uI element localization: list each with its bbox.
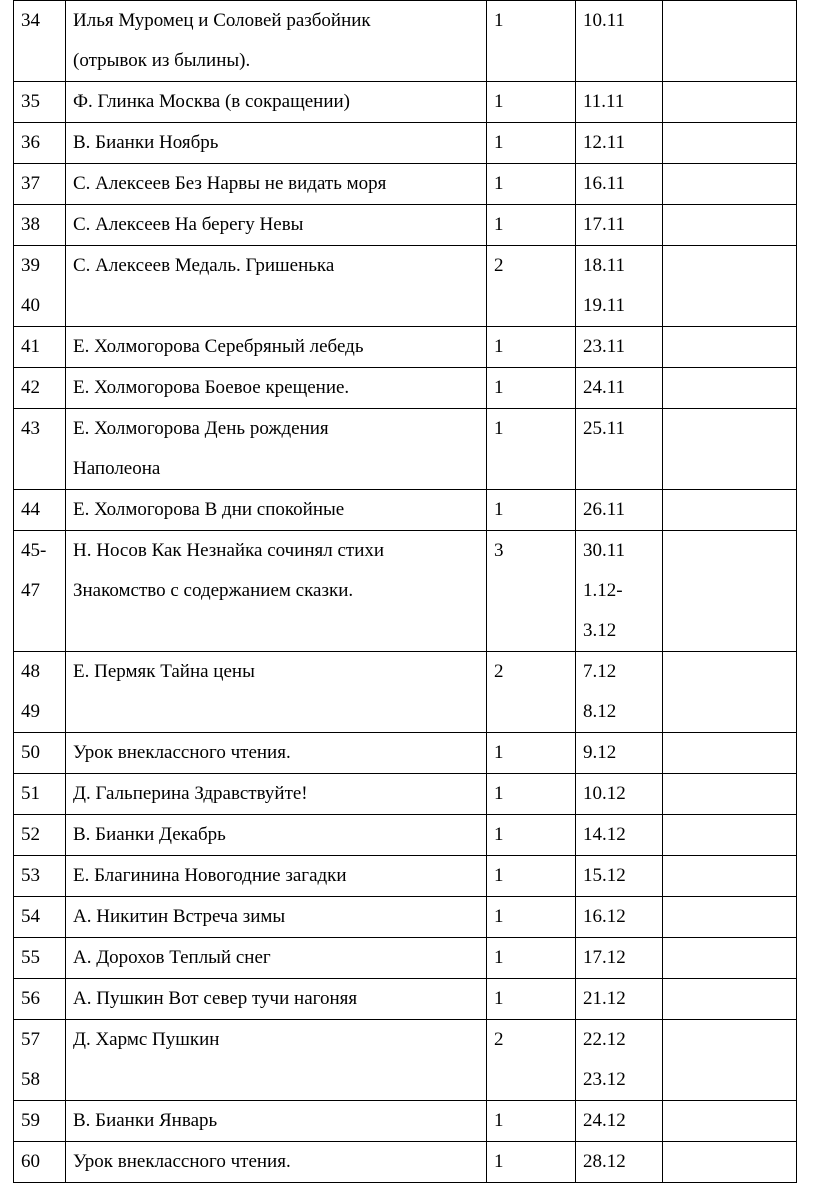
lesson-title-cell-line: Знакомство с содержанием сказки.: [73, 580, 354, 601]
lesson-title-cell-line: Е. Холмогорова Боевое крещение.: [73, 377, 350, 398]
lesson-title-cell-line: Д. Хармс Пушкин: [73, 1029, 220, 1050]
lesson-number-cell-line: 56: [21, 988, 40, 1009]
date-cell: [576, 1, 663, 82]
lesson-title-cell: [66, 327, 487, 368]
lesson-number-cell-line: 41: [21, 336, 40, 357]
notes-cell: [663, 938, 797, 979]
lesson-title-cell-line: С. Алексеев На берегу Невы: [73, 214, 304, 235]
notes-cell: [663, 979, 797, 1020]
date-cell-line: 9.12: [583, 742, 617, 763]
table-row: [14, 490, 797, 531]
hours-cell-value: 1: [494, 906, 504, 927]
lesson-number-cell: [14, 327, 66, 368]
date-cell: [576, 1020, 663, 1101]
lesson-number-cell: [14, 368, 66, 409]
lesson-title-cell: [66, 123, 487, 164]
lesson-number-cell: [14, 1, 66, 82]
date-cell: [576, 733, 663, 774]
lesson-number-cell-line: 36: [21, 132, 40, 153]
date-cell-line: 14.12: [583, 824, 626, 845]
hours-cell-value: 1: [494, 10, 504, 31]
hours-cell-value: 2: [494, 1029, 504, 1050]
date-cell: [576, 123, 663, 164]
hours-cell: [487, 1020, 576, 1101]
hours-cell-value: 1: [494, 742, 504, 763]
hours-cell: [487, 368, 576, 409]
lesson-number-cell: [14, 82, 66, 123]
lesson-number-cell-line: 44: [21, 499, 40, 520]
lesson-title-cell: [66, 1101, 487, 1142]
hours-cell: [487, 856, 576, 897]
lesson-title-cell-line: (отрывок из былины).: [73, 50, 251, 71]
hours-cell: [487, 733, 576, 774]
notes-cell: [663, 409, 797, 490]
lesson-title-cell: [66, 1142, 487, 1183]
lesson-number-cell-line: 59: [21, 1110, 40, 1131]
lesson-number-cell: [14, 164, 66, 205]
date-cell-line: 16.11: [583, 173, 626, 194]
lesson-number-cell-line: 49: [21, 701, 40, 722]
lesson-number-cell-line: 34: [21, 10, 40, 31]
lesson-number-cell: [14, 897, 66, 938]
lesson-title-cell-line: Е. Благинина Новогодние загадки: [73, 865, 347, 886]
lesson-number-cell: [14, 1142, 66, 1183]
lesson-title-cell-line: Наполеона: [73, 458, 161, 479]
date-cell: [576, 490, 663, 531]
table-row: [14, 82, 797, 123]
lesson-number-cell-line: 51: [21, 783, 40, 804]
table-row: [14, 531, 797, 652]
lesson-title-cell: [66, 652, 487, 733]
lesson-title-cell-line: С. Алексеев Медаль. Гришенька: [73, 255, 335, 276]
lesson-number-cell-line: 52: [21, 824, 40, 845]
table-row: [14, 979, 797, 1020]
table-row: [14, 733, 797, 774]
date-cell-line: 3.12: [583, 620, 617, 641]
lesson-number-cell: [14, 938, 66, 979]
date-cell: [576, 979, 663, 1020]
lesson-number-cell-line: 38: [21, 214, 40, 235]
lesson-number-cell: [14, 733, 66, 774]
notes-cell: [663, 123, 797, 164]
hours-cell-value: 1: [494, 377, 504, 398]
lesson-number-cell: [14, 774, 66, 815]
lesson-title-cell: [66, 938, 487, 979]
date-cell-line: 22.12: [583, 1029, 626, 1050]
notes-cell: [663, 897, 797, 938]
date-cell-line: 7.12: [583, 661, 617, 682]
lesson-number-cell-line: 43: [21, 418, 40, 439]
notes-cell: [663, 327, 797, 368]
hours-cell: [487, 123, 576, 164]
lesson-number-cell-line: 47: [21, 580, 40, 601]
hours-cell: [487, 652, 576, 733]
lesson-title-cell-line: В. Бианки Декабрь: [73, 824, 226, 845]
date-cell: [576, 815, 663, 856]
date-cell: [576, 82, 663, 123]
notes-cell: [663, 1, 797, 82]
hours-cell: [487, 490, 576, 531]
hours-cell-value: 1: [494, 824, 504, 845]
notes-cell: [663, 856, 797, 897]
date-cell-line: 1.12-: [583, 580, 623, 601]
lesson-title-cell-line: Е. Пермяк Тайна цены: [73, 661, 255, 682]
table-row: [14, 123, 797, 164]
lesson-title-cell: [66, 246, 487, 327]
hours-cell-value: 1: [494, 173, 504, 194]
table-row: [14, 774, 797, 815]
hours-cell: [487, 409, 576, 490]
notes-cell: [663, 774, 797, 815]
lesson-title-cell: [66, 733, 487, 774]
date-cell: [576, 409, 663, 490]
hours-cell: [487, 164, 576, 205]
table-row: [14, 1020, 797, 1101]
lesson-title-cell-line: А. Пушкин Вот север тучи нагоняя: [73, 988, 358, 1009]
date-cell-line: 24.12: [583, 1110, 626, 1131]
date-cell-line: 8.12: [583, 701, 617, 722]
lesson-title-cell: [66, 368, 487, 409]
lesson-number-cell: [14, 1020, 66, 1101]
hours-cell-value: 1: [494, 1151, 504, 1172]
lesson-number-cell-line: 39: [21, 255, 40, 276]
hours-cell: [487, 815, 576, 856]
lesson-title-cell-line: Урок внеклассного чтения.: [73, 742, 291, 763]
lesson-title-cell-line: Е. Холмогорова День рождения: [73, 418, 329, 439]
date-cell-line: 17.12: [583, 947, 626, 968]
hours-cell: [487, 1142, 576, 1183]
table-row: [14, 1, 797, 82]
table-row: [14, 856, 797, 897]
notes-cell: [663, 164, 797, 205]
lesson-title-cell: [66, 164, 487, 205]
hours-cell: [487, 205, 576, 246]
table-row: [14, 938, 797, 979]
hours-cell-value: 1: [494, 988, 504, 1009]
lesson-title-cell-line: Урок внеклассного чтения.: [73, 1151, 291, 1172]
table-row: [14, 327, 797, 368]
lesson-number-cell-line: 55: [21, 947, 40, 968]
hours-cell-value: 1: [494, 91, 504, 112]
table-row: [14, 1101, 797, 1142]
table-row: [14, 409, 797, 490]
date-cell: [576, 246, 663, 327]
lesson-number-cell: [14, 123, 66, 164]
date-cell: [576, 1101, 663, 1142]
hours-cell-value: 3: [494, 540, 504, 561]
lesson-number-cell: [14, 856, 66, 897]
lesson-number-cell: [14, 979, 66, 1020]
lesson-number-cell-line: 48: [21, 661, 40, 682]
notes-cell: [663, 1142, 797, 1183]
lesson-number-cell: [14, 531, 66, 652]
date-cell-line: 30.11: [583, 540, 626, 561]
lesson-number-cell: [14, 1101, 66, 1142]
hours-cell: [487, 897, 576, 938]
lesson-title-cell: [66, 1020, 487, 1101]
table-row: [14, 1142, 797, 1183]
notes-cell: [663, 246, 797, 327]
hours-cell-value: 1: [494, 1110, 504, 1131]
hours-cell-value: 1: [494, 783, 504, 804]
hours-cell: [487, 1, 576, 82]
lesson-title-cell: [66, 979, 487, 1020]
notes-cell: [663, 82, 797, 123]
hours-cell-value: 1: [494, 865, 504, 886]
lesson-number-cell-line: 42: [21, 377, 40, 398]
lesson-title-cell: [66, 490, 487, 531]
date-cell-line: 23.11: [583, 336, 626, 357]
lesson-number-cell: [14, 246, 66, 327]
lesson-title-cell: [66, 205, 487, 246]
notes-cell: [663, 1101, 797, 1142]
lesson-title-cell: [66, 409, 487, 490]
table-body: [14, 1, 797, 1183]
lesson-title-cell-line: Д. Гальперина Здравствуйте!: [73, 783, 308, 804]
notes-cell: [663, 733, 797, 774]
lesson-title-cell-line: Н. Носов Как Незнайка сочинял стихи: [73, 540, 385, 561]
date-cell: [576, 774, 663, 815]
lesson-number-cell: [14, 409, 66, 490]
lesson-title-cell-line: Е. Холмогорова В дни спокойные: [73, 499, 345, 520]
date-cell-line: 11.11: [583, 91, 625, 112]
hours-cell: [487, 246, 576, 327]
hours-cell-value: 1: [494, 418, 504, 439]
table-row: [14, 652, 797, 733]
lesson-title-cell-line: Ф. Глинка Москва (в сокращении): [73, 91, 351, 112]
lesson-number-cell-line: 58: [21, 1069, 40, 1090]
hours-cell-value: 2: [494, 255, 504, 276]
hours-cell: [487, 1101, 576, 1142]
hours-cell: [487, 327, 576, 368]
lesson-title-cell-line: Илья Муромец и Соловей разбойник: [73, 10, 371, 31]
lesson-title-cell: [66, 82, 487, 123]
date-cell-line: 26.11: [583, 499, 626, 520]
lesson-title-cell: [66, 815, 487, 856]
hours-cell: [487, 82, 576, 123]
lesson-number-cell-line: 35: [21, 91, 40, 112]
lesson-number-cell: [14, 652, 66, 733]
date-cell-line: 10.12: [583, 783, 626, 804]
lesson-title-cell: [66, 897, 487, 938]
hours-cell-value: 2: [494, 661, 504, 682]
hours-cell-value: 1: [494, 132, 504, 153]
date-cell: [576, 1142, 663, 1183]
lesson-title-cell-line: Е. Холмогорова Серебряный лебедь: [73, 336, 364, 357]
date-cell-line: 28.12: [583, 1151, 626, 1172]
lesson-number-cell: [14, 490, 66, 531]
date-cell-line: 16.12: [583, 906, 626, 927]
lesson-number-cell-line: 54: [21, 906, 40, 927]
hours-cell-value: 1: [494, 947, 504, 968]
lesson-number-cell-line: 45-: [21, 540, 47, 561]
date-cell-line: 21.12: [583, 988, 626, 1009]
hours-cell: [487, 774, 576, 815]
notes-cell: [663, 368, 797, 409]
lesson-title-cell: [66, 856, 487, 897]
table-row: [14, 246, 797, 327]
notes-cell: [663, 490, 797, 531]
hours-cell-value: 1: [494, 336, 504, 357]
table-row: [14, 897, 797, 938]
table-row: [14, 815, 797, 856]
lesson-number-cell-line: 57: [21, 1029, 40, 1050]
hours-cell: [487, 979, 576, 1020]
date-cell: [576, 897, 663, 938]
lesson-number-cell: [14, 205, 66, 246]
date-cell: [576, 205, 663, 246]
lesson-title-cell: [66, 774, 487, 815]
hours-cell: [487, 938, 576, 979]
date-cell-line: 19.11: [583, 295, 626, 316]
hours-cell: [487, 531, 576, 652]
date-cell: [576, 531, 663, 652]
lesson-title-cell: [66, 1, 487, 82]
notes-cell: [663, 531, 797, 652]
lesson-title-cell-line: А. Никитин Встреча зимы: [73, 906, 286, 927]
date-cell-line: 25.11: [583, 418, 626, 439]
lesson-title-cell-line: С. Алексеев Без Нарвы не видать моря: [73, 173, 387, 194]
lesson-number-cell-line: 53: [21, 865, 40, 886]
notes-cell: [663, 815, 797, 856]
notes-cell: [663, 652, 797, 733]
lesson-title-cell-line: В. Бианки Январь: [73, 1110, 218, 1131]
notes-cell: [663, 205, 797, 246]
date-cell-line: 12.11: [583, 132, 626, 153]
hours-cell-value: 1: [494, 499, 504, 520]
table-row: [14, 205, 797, 246]
date-cell: [576, 938, 663, 979]
date-cell: [576, 164, 663, 205]
date-cell-line: 24.11: [583, 377, 626, 398]
date-cell-line: 23.12: [583, 1069, 626, 1090]
date-cell: [576, 856, 663, 897]
lesson-title-cell: [66, 531, 487, 652]
table-row: [14, 368, 797, 409]
lesson-title-cell-line: В. Бианки Ноябрь: [73, 132, 219, 153]
date-cell-line: 10.11: [583, 10, 626, 31]
lesson-number-cell-line: 40: [21, 295, 40, 316]
lesson-plan-table: [13, 0, 797, 1183]
date-cell-line: 18.11: [583, 255, 626, 276]
lesson-number-cell: [14, 815, 66, 856]
date-cell-line: 17.11: [583, 214, 626, 235]
lesson-number-cell-line: 60: [21, 1151, 40, 1172]
lesson-number-cell-line: 50: [21, 742, 40, 763]
notes-cell: [663, 1020, 797, 1101]
lesson-number-cell-line: 37: [21, 173, 40, 194]
table-row: [14, 164, 797, 205]
lesson-title-cell-line: А. Дорохов Теплый снег: [73, 947, 271, 968]
date-cell-line: 15.12: [583, 865, 626, 886]
date-cell: [576, 368, 663, 409]
hours-cell-value: 1: [494, 214, 504, 235]
date-cell: [576, 652, 663, 733]
date-cell: [576, 327, 663, 368]
